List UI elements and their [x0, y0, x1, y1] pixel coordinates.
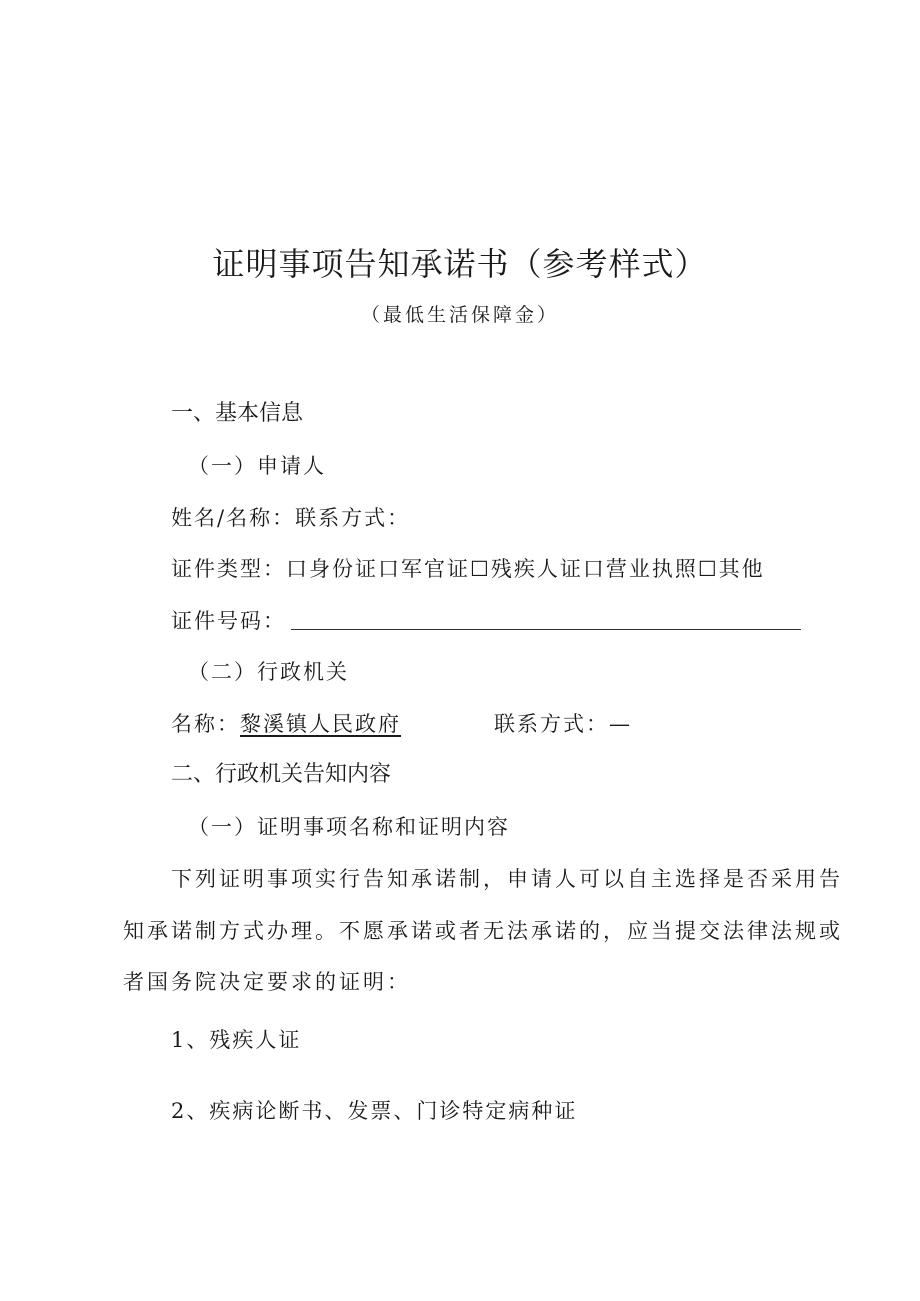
section-basic-info-heading: 一、基本信息	[171, 401, 304, 426]
proof-items-heading: （一）证明事项名称和证明内容	[188, 815, 510, 839]
agency-contact: 联系方式：—	[494, 712, 632, 736]
list-item: 2、疾病论断书、发票、门诊特定病种证	[171, 1099, 578, 1123]
agency-name-value: 黎溪镇人民政府	[240, 712, 401, 736]
id-number-label: 证件号码：	[171, 609, 286, 633]
paragraph-line-2: 知承诺制方式办理。不愿承诺或者无法承诺的，应当提交法律法规或	[123, 919, 843, 943]
agency-name-label: 名称：	[171, 712, 240, 736]
paragraph-line-3: 者国务院决定要求的证明：	[123, 970, 411, 994]
document-subtitle: （最低生活保障金）	[360, 304, 559, 326]
applicant-name-contact-line: 姓名/名称：联系方式：	[171, 506, 411, 530]
agency-heading: （二）行政机关	[188, 660, 349, 684]
paragraph-line-1: 下列证明事项实行告知承诺制，申请人可以自主选择是否采用告	[171, 867, 843, 891]
section-notice-heading: 二、行政机关告知内容	[171, 762, 392, 787]
id-type-line: 证件类型：口身份证口军官证☐残疾人证口营业执照☐其他	[171, 557, 765, 581]
id-number-blank-line	[291, 629, 801, 630]
list-item: 1、残疾人证	[171, 1028, 302, 1052]
document-title: 证明事项告知承诺书（参考样式）	[212, 245, 708, 283]
applicant-heading: （一）申请人	[188, 454, 326, 478]
agency-name-row	[171, 714, 401, 735]
